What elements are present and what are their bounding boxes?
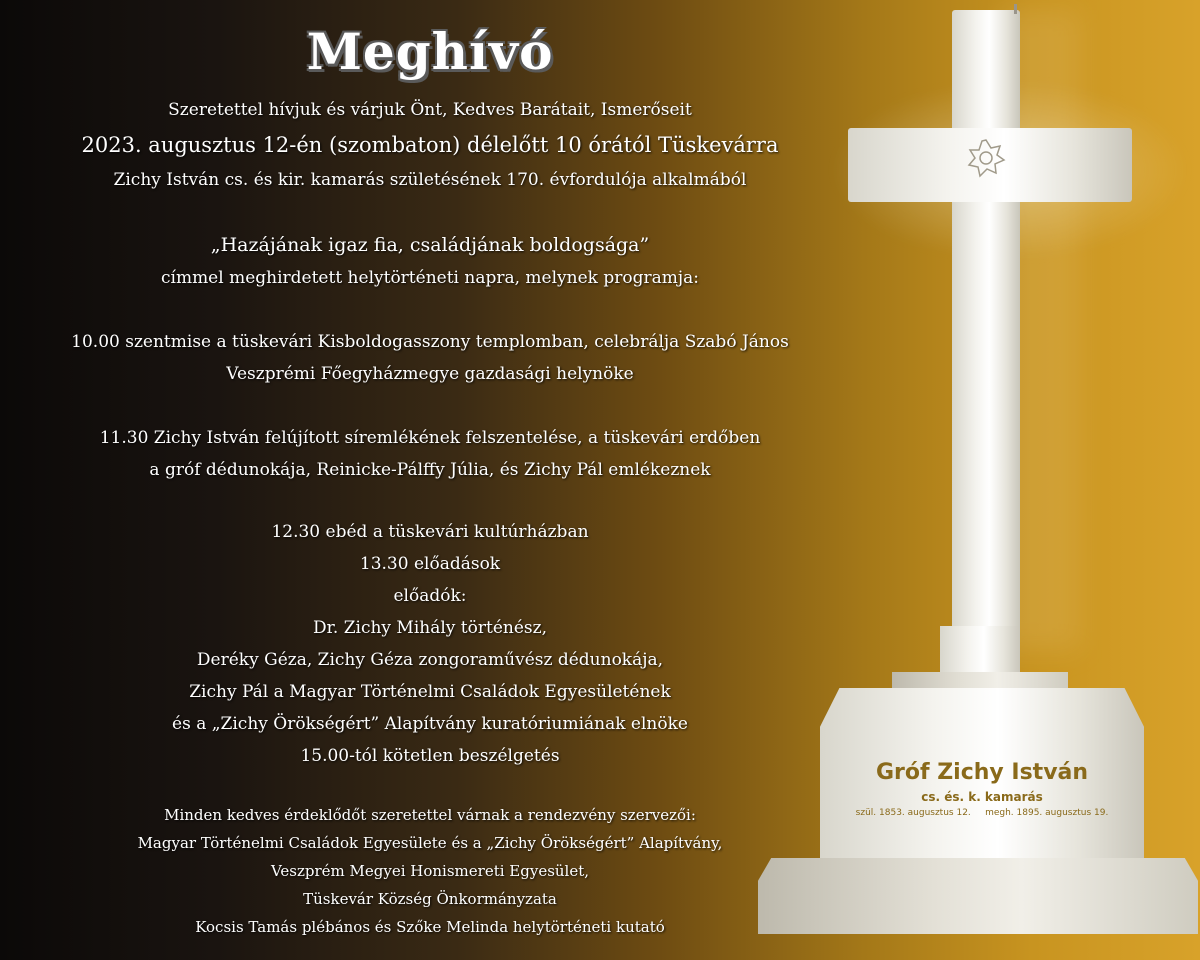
- program-blessing-line: 11.30 Zichy István felújított síremlékének felszentelése, a tüskevári erdőben: [99, 428, 761, 448]
- organizer-line: Veszprém Megyei Honismereti Egyesület,: [270, 862, 590, 880]
- program-mass-line: 10.00 szentmise a tüskevári Kisboldogasszony templomban, celebrálja Szabó János: [71, 332, 789, 352]
- cross-vertical-beam: [952, 10, 1020, 630]
- speaker-line: Dr. Zichy Mihály történész,: [313, 618, 547, 638]
- speaker-line: Zichy Pál a Magyar Történelmi Családok Egyesületének: [189, 682, 671, 702]
- cross-pin: [1014, 4, 1017, 14]
- monument-dates: szül. 1853. augusztus 12. megh. 1895. augusztus 19.: [855, 808, 1109, 818]
- speaker-line: és a „Zichy Örökségért” Alapítvány kuratóriumiának elnöke: [172, 714, 688, 734]
- organizers-heading: Minden kedves érdeklődőt szeretettel várnak a rendezvény szervezői:: [164, 806, 696, 824]
- monument-base: [758, 858, 1198, 934]
- organizer-line: Magyar Történelmi Családok Egyesülete és a „Zichy Örökségért” Alapítvány,: [137, 834, 723, 852]
- monument-rank: cs. és. k. kamarás: [921, 790, 1043, 804]
- program-lunch-line: 12.30 ebéd a tüskevári kultúrházban: [271, 522, 589, 542]
- organizer-line: Kocsis Tamás plébános és Szőke Melinda helytörténeti kutató: [195, 918, 665, 936]
- monument-name: Gróf Zichy István: [875, 760, 1089, 785]
- date-line: 2023. augusztus 12-én (szombaton) délelőtt 10 órától Tüskevárra: [81, 133, 779, 157]
- rosette-icon: [966, 138, 1006, 178]
- page-title: Meghívó: [306, 22, 554, 81]
- occasion-line: Zichy István cs. és kir. kamarás születésének 170. évfordulója alkalmából: [113, 170, 747, 190]
- program-intro-line: címmel meghirdetett helytörténeti napra, melynek programja:: [160, 268, 699, 288]
- motto-line: „Hazájának igaz fia, családjának boldogsága”: [210, 234, 650, 256]
- speaker-line: Deréky Géza, Zichy Géza zongoraművész dédunokája,: [196, 650, 664, 670]
- program-lectures-line: 13.30 előadások: [359, 554, 501, 574]
- program-mass-line-2: Veszprémi Főegyházmegye gazdasági helynöke: [226, 364, 634, 384]
- program-blessing-line-2: a gróf dédunokája, Reinicke-Pálffy Júlia, és Zichy Pál emlékeznek: [149, 460, 711, 480]
- intro-line: Szeretettel hívjuk és várjuk Önt, Kedves Barátait, Ismerőseit: [168, 100, 692, 120]
- speakers-heading: előadók:: [393, 586, 467, 606]
- program-discussion-line: 15.00-tól kötetlen beszélgetés: [300, 746, 560, 766]
- organizer-line: Tüskevár Község Önkormányzata: [303, 890, 557, 908]
